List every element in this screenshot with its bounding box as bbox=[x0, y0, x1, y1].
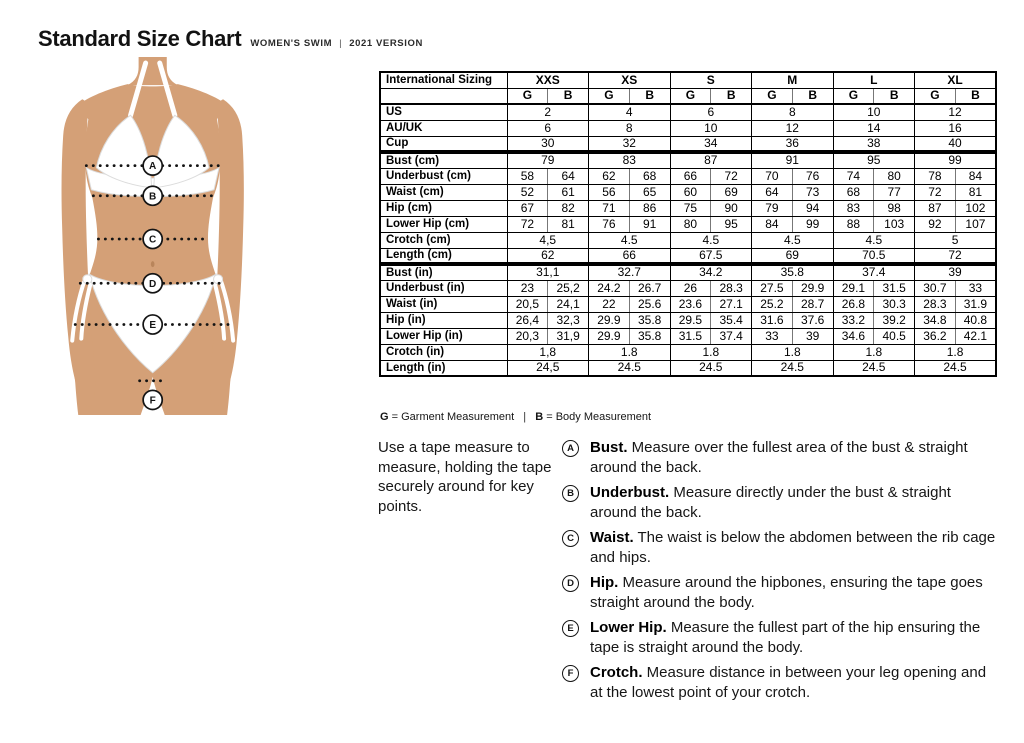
value-cell: 4.5 bbox=[752, 232, 834, 248]
body-header-cell: B bbox=[955, 88, 996, 104]
size-header-cell: L bbox=[833, 72, 915, 88]
body-figure-svg bbox=[52, 57, 366, 415]
body-value-cell: 76 bbox=[792, 168, 833, 184]
value-cell: 10 bbox=[670, 120, 752, 136]
value-cell: 14 bbox=[833, 120, 915, 136]
garment-value-cell: 56 bbox=[589, 184, 630, 200]
value-cell: 4,5 bbox=[507, 232, 589, 248]
body-header-cell: B bbox=[548, 88, 589, 104]
legend-b-label: B bbox=[535, 411, 544, 423]
garment-value-cell: 29.9 bbox=[589, 312, 630, 328]
body-value-cell: 99 bbox=[792, 216, 833, 232]
value-cell: 87 bbox=[670, 152, 752, 168]
body-value-cell: 24,1 bbox=[548, 296, 589, 312]
value-cell: 67.5 bbox=[670, 248, 752, 264]
definition-letter-badge: A bbox=[562, 440, 579, 457]
body-value-cell: 31.5 bbox=[874, 280, 915, 296]
row-label-cell: Underbust (cm) bbox=[380, 168, 507, 184]
garment-value-cell: 31.5 bbox=[670, 328, 711, 344]
underbust-marker bbox=[143, 186, 162, 205]
value-cell: 95 bbox=[833, 152, 915, 168]
value-cell: 1.8 bbox=[752, 344, 834, 360]
size-header-cell: M bbox=[752, 72, 834, 88]
corner-header-cell: International Sizing bbox=[380, 72, 507, 88]
value-cell: 72 bbox=[915, 248, 997, 264]
value-cell: 32.7 bbox=[589, 264, 671, 280]
garment-value-cell: 26,4 bbox=[507, 312, 548, 328]
garment-value-cell: 67 bbox=[507, 200, 548, 216]
body-value-cell: 32,3 bbox=[548, 312, 589, 328]
body-value-cell: 91 bbox=[629, 216, 670, 232]
body-header-cell: B bbox=[629, 88, 670, 104]
garment-value-cell: 52 bbox=[507, 184, 548, 200]
table-row bbox=[380, 360, 996, 376]
body-header-cell: B bbox=[874, 88, 915, 104]
garment-value-cell: 92 bbox=[915, 216, 956, 232]
row-label-cell: Length (in) bbox=[380, 360, 507, 376]
row-label-cell: Cup bbox=[380, 136, 507, 152]
garment-value-cell: 26.8 bbox=[833, 296, 874, 312]
garment-value-cell: 29.5 bbox=[670, 312, 711, 328]
garment-value-cell: 36.2 bbox=[915, 328, 956, 344]
body-value-cell: 90 bbox=[711, 200, 752, 216]
body-value-cell: 31.9 bbox=[955, 296, 996, 312]
garment-header-cell: G bbox=[915, 88, 956, 104]
value-cell: 24.5 bbox=[589, 360, 671, 376]
value-cell: 24.5 bbox=[915, 360, 997, 376]
row-label-cell: Lower Hip (in) bbox=[380, 328, 507, 344]
body-value-cell: 86 bbox=[629, 200, 670, 216]
row-label-cell: Waist (cm) bbox=[380, 184, 507, 200]
definition-letter-badge: C bbox=[562, 530, 579, 547]
value-cell: 37.4 bbox=[833, 264, 915, 280]
definition-letter-badge: E bbox=[562, 620, 579, 637]
table-row bbox=[380, 344, 996, 360]
body-header-cell: B bbox=[792, 88, 833, 104]
table-row bbox=[380, 264, 996, 280]
value-cell: 4.5 bbox=[833, 232, 915, 248]
definition-term: Lower Hip. bbox=[590, 619, 667, 636]
garment-value-cell: 62 bbox=[589, 168, 630, 184]
table-row bbox=[380, 152, 996, 168]
value-cell: 69 bbox=[752, 248, 834, 264]
garment-value-cell: 66 bbox=[670, 168, 711, 184]
size-header-cell: XS bbox=[589, 72, 671, 88]
definition-term: Crotch. bbox=[590, 664, 643, 681]
table-row bbox=[380, 280, 996, 296]
definition-item bbox=[562, 618, 1000, 657]
row-label-cell: Bust (cm) bbox=[380, 152, 507, 168]
body-value-cell: 35.4 bbox=[711, 312, 752, 328]
body-value-cell: 81 bbox=[548, 216, 589, 232]
marker-letter: D bbox=[149, 278, 157, 290]
blank-cell bbox=[380, 88, 507, 104]
value-cell: 38 bbox=[833, 136, 915, 152]
value-cell: 24,5 bbox=[507, 360, 589, 376]
garment-value-cell: 78 bbox=[915, 168, 956, 184]
marker-letter: B bbox=[149, 191, 157, 203]
garment-value-cell: 22 bbox=[589, 296, 630, 312]
garment-value-cell: 80 bbox=[670, 216, 711, 232]
table-header-row bbox=[380, 72, 996, 88]
table-row bbox=[380, 296, 996, 312]
body-value-cell: 61 bbox=[548, 184, 589, 200]
definition-description: Measure the fullest part of the hip ensuring the tape is straight around the body. bbox=[590, 619, 981, 656]
neck-shape bbox=[128, 57, 178, 85]
garment-value-cell: 75 bbox=[670, 200, 711, 216]
definition-item bbox=[562, 663, 1000, 702]
definition-text bbox=[590, 618, 1000, 657]
row-label-cell: Bust (in) bbox=[380, 264, 507, 280]
definition-term: Bust. bbox=[590, 439, 628, 456]
body-value-cell: 28.3 bbox=[711, 280, 752, 296]
row-label-cell: Length (cm) bbox=[380, 248, 507, 264]
value-cell: 2 bbox=[507, 104, 589, 120]
navel bbox=[151, 261, 155, 267]
garment-value-cell: 60 bbox=[670, 184, 711, 200]
definition-letter-badge: B bbox=[562, 485, 579, 502]
body-value-cell: 26.7 bbox=[629, 280, 670, 296]
table-row bbox=[380, 184, 996, 200]
definition-text bbox=[590, 528, 1000, 567]
body-value-cell: 35.8 bbox=[629, 328, 670, 344]
value-cell: 1.8 bbox=[833, 344, 915, 360]
hip-marker bbox=[143, 274, 162, 293]
garment-value-cell: 71 bbox=[589, 200, 630, 216]
garment-value-cell: 34.8 bbox=[915, 312, 956, 328]
lower-hip-marker bbox=[143, 315, 162, 334]
definition-item bbox=[562, 483, 1000, 522]
subtitle-version: 2021 VERSION bbox=[349, 38, 423, 49]
definition-text bbox=[590, 438, 1000, 477]
body-value-cell: 40.5 bbox=[874, 328, 915, 344]
garment-value-cell: 24.2 bbox=[589, 280, 630, 296]
garment-value-cell: 20,3 bbox=[507, 328, 548, 344]
table-row bbox=[380, 312, 996, 328]
table-row bbox=[380, 104, 996, 120]
value-cell: 12 bbox=[915, 104, 997, 120]
definition-text bbox=[590, 573, 1000, 612]
table-row bbox=[380, 328, 996, 344]
body-figure bbox=[52, 57, 366, 415]
value-cell: 1.8 bbox=[589, 344, 671, 360]
garment-value-cell: 33.2 bbox=[833, 312, 874, 328]
value-cell: 35.8 bbox=[752, 264, 834, 280]
body-value-cell: 80 bbox=[874, 168, 915, 184]
garment-value-cell: 31.6 bbox=[752, 312, 793, 328]
body-value-cell: 72 bbox=[711, 168, 752, 184]
garment-value-cell: 84 bbox=[752, 216, 793, 232]
body-value-cell: 25,2 bbox=[548, 280, 589, 296]
value-cell: 36 bbox=[752, 136, 834, 152]
size-header-cell: XL bbox=[915, 72, 997, 88]
value-cell: 8 bbox=[589, 120, 671, 136]
value-cell: 34 bbox=[670, 136, 752, 152]
body-value-cell: 25.6 bbox=[629, 296, 670, 312]
definition-item bbox=[562, 528, 1000, 567]
waist-marker bbox=[143, 229, 162, 248]
garment-value-cell: 23.6 bbox=[670, 296, 711, 312]
definition-description: Measure directly under the bust & straight around the back. bbox=[590, 484, 951, 521]
legend-g-text: = Garment Measurement bbox=[391, 411, 515, 423]
body-value-cell: 31,9 bbox=[548, 328, 589, 344]
garment-value-cell: 33 bbox=[752, 328, 793, 344]
definition-term: Waist. bbox=[590, 529, 634, 546]
garment-value-cell: 79 bbox=[752, 200, 793, 216]
table-row bbox=[380, 248, 996, 264]
value-cell: 30 bbox=[507, 136, 589, 152]
marker-letter: E bbox=[149, 320, 157, 332]
garment-value-cell: 68 bbox=[833, 184, 874, 200]
row-label-cell: Crotch (in) bbox=[380, 344, 507, 360]
size-chart-table bbox=[379, 71, 997, 377]
body-value-cell: 65 bbox=[629, 184, 670, 200]
gb-subheader-row bbox=[380, 88, 996, 104]
row-label-cell: Crotch (cm) bbox=[380, 232, 507, 248]
value-cell: 83 bbox=[589, 152, 671, 168]
value-cell: 10 bbox=[833, 104, 915, 120]
table-row bbox=[380, 216, 996, 232]
body-value-cell: 28.7 bbox=[792, 296, 833, 312]
definition-description: Measure distance in between your leg opening and at the lowest point of your crotch. bbox=[590, 664, 987, 701]
body-value-cell: 102 bbox=[955, 200, 996, 216]
garment-value-cell: 58 bbox=[507, 168, 548, 184]
body-header-cell: B bbox=[711, 88, 752, 104]
value-cell: 79 bbox=[507, 152, 589, 168]
definition-description: Measure over the fullest area of the bust & straight around the back. bbox=[590, 439, 968, 476]
garment-header-cell: G bbox=[670, 88, 711, 104]
garment-value-cell: 20,5 bbox=[507, 296, 548, 312]
definition-item bbox=[562, 573, 1000, 612]
value-cell: 6 bbox=[670, 104, 752, 120]
marker-letter: F bbox=[149, 395, 156, 407]
value-cell: 39 bbox=[915, 264, 997, 280]
value-cell: 4 bbox=[589, 104, 671, 120]
value-cell: 34.2 bbox=[670, 264, 752, 280]
subtitle-category: WOMEN'S SWIM bbox=[250, 38, 333, 49]
marker-letter: A bbox=[149, 161, 157, 173]
garment-value-cell: 88 bbox=[833, 216, 874, 232]
garment-value-cell: 23 bbox=[507, 280, 548, 296]
row-label-cell: Underbust (in) bbox=[380, 280, 507, 296]
body-value-cell: 30.3 bbox=[874, 296, 915, 312]
definition-letter-badge: F bbox=[562, 665, 579, 682]
row-label-cell: AU/UK bbox=[380, 120, 507, 136]
measurement-legend bbox=[380, 411, 651, 423]
page-subtitle bbox=[250, 38, 423, 49]
definition-text bbox=[590, 483, 1000, 522]
value-cell: 24.5 bbox=[670, 360, 752, 376]
row-label-cell: Hip (cm) bbox=[380, 200, 507, 216]
definition-description: Measure around the hipbones, ensuring the tape goes straight around the body. bbox=[590, 574, 983, 611]
body-value-cell: 77 bbox=[874, 184, 915, 200]
value-cell: 4.5 bbox=[670, 232, 752, 248]
body-value-cell: 69 bbox=[711, 184, 752, 200]
value-cell: 62 bbox=[507, 248, 589, 264]
body-value-cell: 37.4 bbox=[711, 328, 752, 344]
definition-term: Hip. bbox=[590, 574, 619, 591]
measuring-instructions: Use a tape measure to measure, holding the tape securely around for key points. bbox=[378, 439, 552, 515]
size-header-cell: XXS bbox=[507, 72, 589, 88]
legend-separator: | bbox=[523, 411, 527, 423]
body-value-cell: 103 bbox=[874, 216, 915, 232]
body-value-cell: 81 bbox=[955, 184, 996, 200]
body-value-cell: 39.2 bbox=[874, 312, 915, 328]
definition-term: Underbust. bbox=[590, 484, 670, 501]
value-cell: 99 bbox=[915, 152, 997, 168]
body-value-cell: 35.8 bbox=[629, 312, 670, 328]
body-value-cell: 42.1 bbox=[955, 328, 996, 344]
body-value-cell: 68 bbox=[629, 168, 670, 184]
value-cell: 1.8 bbox=[915, 344, 997, 360]
body-value-cell: 40.8 bbox=[955, 312, 996, 328]
value-cell: 5 bbox=[915, 232, 997, 248]
body-value-cell: 95 bbox=[711, 216, 752, 232]
row-label-cell: Lower Hip (cm) bbox=[380, 216, 507, 232]
garment-value-cell: 25.2 bbox=[752, 296, 793, 312]
row-label-cell: US bbox=[380, 104, 507, 120]
value-cell: 24.5 bbox=[752, 360, 834, 376]
value-cell: 32 bbox=[589, 136, 671, 152]
garment-value-cell: 76 bbox=[589, 216, 630, 232]
crotch-marker bbox=[143, 390, 162, 409]
body-value-cell: 29.9 bbox=[792, 280, 833, 296]
table-row bbox=[380, 136, 996, 152]
row-label-cell: Hip (in) bbox=[380, 312, 507, 328]
garment-value-cell: 70 bbox=[752, 168, 793, 184]
garment-value-cell: 29.9 bbox=[589, 328, 630, 344]
garment-header-cell: G bbox=[507, 88, 548, 104]
body-value-cell: 82 bbox=[548, 200, 589, 216]
table-row bbox=[380, 168, 996, 184]
measurement-definitions bbox=[562, 438, 1000, 708]
definition-item bbox=[562, 438, 1000, 477]
value-cell: 1,8 bbox=[507, 344, 589, 360]
garment-value-cell: 29.1 bbox=[833, 280, 874, 296]
garment-header-cell: G bbox=[589, 88, 630, 104]
value-cell: 4.5 bbox=[589, 232, 671, 248]
value-cell: 70.5 bbox=[833, 248, 915, 264]
value-cell: 24.5 bbox=[833, 360, 915, 376]
value-cell: 31,1 bbox=[507, 264, 589, 280]
title-block bbox=[38, 26, 423, 52]
garment-value-cell: 28.3 bbox=[915, 296, 956, 312]
value-cell: 1.8 bbox=[670, 344, 752, 360]
garment-value-cell: 87 bbox=[915, 200, 956, 216]
garment-value-cell: 72 bbox=[915, 184, 956, 200]
table-row bbox=[380, 200, 996, 216]
body-value-cell: 98 bbox=[874, 200, 915, 216]
garment-value-cell: 72 bbox=[507, 216, 548, 232]
value-cell: 66 bbox=[589, 248, 671, 264]
value-cell: 6 bbox=[507, 120, 589, 136]
bust-marker bbox=[143, 156, 162, 175]
value-cell: 8 bbox=[752, 104, 834, 120]
value-cell: 12 bbox=[752, 120, 834, 136]
page-title: Standard Size Chart bbox=[38, 26, 242, 51]
garment-value-cell: 83 bbox=[833, 200, 874, 216]
legend-b-text: = Body Measurement bbox=[546, 411, 652, 423]
table-row bbox=[380, 232, 996, 248]
garment-value-cell: 26 bbox=[670, 280, 711, 296]
garment-header-cell: G bbox=[833, 88, 874, 104]
body-value-cell: 107 bbox=[955, 216, 996, 232]
body-value-cell: 39 bbox=[792, 328, 833, 344]
row-label-cell: Waist (in) bbox=[380, 296, 507, 312]
body-value-cell: 64 bbox=[548, 168, 589, 184]
body-value-cell: 73 bbox=[792, 184, 833, 200]
garment-value-cell: 74 bbox=[833, 168, 874, 184]
garment-value-cell: 30.7 bbox=[915, 280, 956, 296]
body-value-cell: 94 bbox=[792, 200, 833, 216]
definition-description: The waist is below the abdomen between the rib cage and hips. bbox=[590, 529, 996, 566]
definition-letter-badge: D bbox=[562, 575, 579, 592]
body-value-cell: 84 bbox=[955, 168, 996, 184]
garment-value-cell: 27.5 bbox=[752, 280, 793, 296]
subtitle-separator: | bbox=[339, 38, 343, 49]
value-cell: 16 bbox=[915, 120, 997, 136]
marker-letter: C bbox=[149, 234, 157, 246]
value-cell: 91 bbox=[752, 152, 834, 168]
garment-header-cell: G bbox=[752, 88, 793, 104]
legend-g-label: G bbox=[380, 411, 389, 423]
value-cell: 40 bbox=[915, 136, 997, 152]
garment-value-cell: 64 bbox=[752, 184, 793, 200]
body-value-cell: 33 bbox=[955, 280, 996, 296]
body-value-cell: 37.6 bbox=[792, 312, 833, 328]
size-header-cell: S bbox=[670, 72, 752, 88]
definition-text bbox=[590, 663, 1000, 702]
table-row bbox=[380, 120, 996, 136]
body-value-cell: 27.1 bbox=[711, 296, 752, 312]
garment-value-cell: 34.6 bbox=[833, 328, 874, 344]
